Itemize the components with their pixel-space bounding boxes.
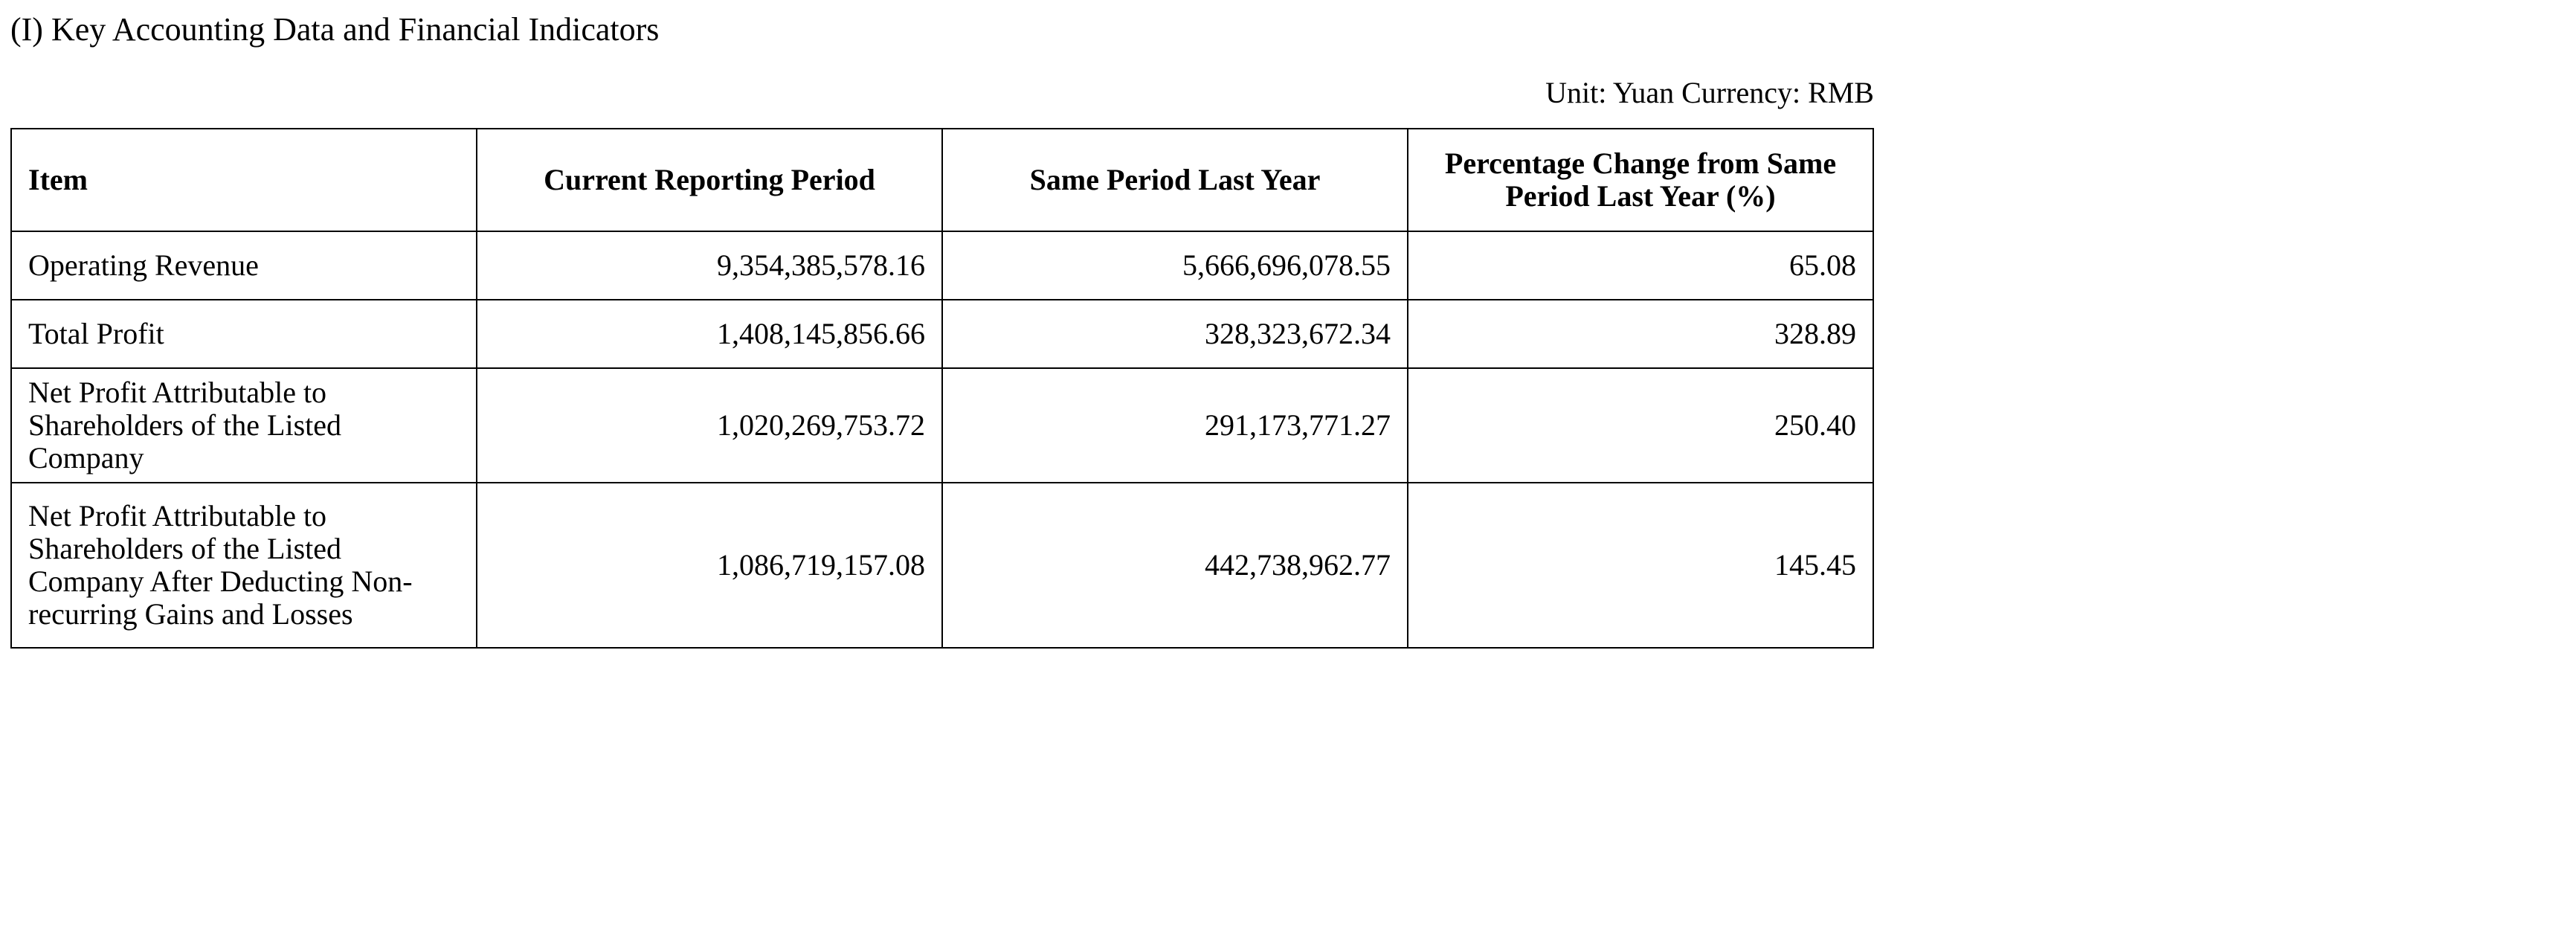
row-item-label: Net Profit Attributable to Shareholders of the Listed Company <box>11 368 477 483</box>
key-accounting-data-table <box>10 128 1874 649</box>
header-item: Item <box>11 129 477 231</box>
row-change-value: 328.89 <box>1408 300 1873 368</box>
unit-currency-note: Unit: Yuan Currency: RMB <box>1545 76 1874 109</box>
table-row-net-profit-after-deducting <box>11 483 1873 648</box>
table-row-operating-revenue <box>11 231 1873 300</box>
row-item-label: Total Profit <box>11 300 477 368</box>
section-title: (I) Key Accounting Data and Financial Indicators <box>10 11 660 48</box>
header-percentage-change: Percentage Change from Same Period Last Year (%) <box>1408 129 1873 231</box>
row-last-year-value: 291,173,771.27 <box>942 368 1408 483</box>
row-current-value: 1,408,145,856.66 <box>477 300 942 368</box>
row-last-year-value: 5,666,696,078.55 <box>942 231 1408 300</box>
table-header-row <box>11 129 1873 231</box>
document <box>10 7 1874 649</box>
row-last-year-value: 442,738,962.77 <box>942 483 1408 648</box>
row-current-value: 9,354,385,578.16 <box>477 231 942 300</box>
header-same-period-last-year: Same Period Last Year <box>942 129 1408 231</box>
row-item-label: Operating Revenue <box>11 231 477 300</box>
row-change-value: 65.08 <box>1408 231 1873 300</box>
row-current-value: 1,020,269,753.72 <box>477 368 942 483</box>
row-change-value: 250.40 <box>1408 368 1873 483</box>
header-current-period: Current Reporting Period <box>477 129 942 231</box>
table-row-total-profit <box>11 300 1873 368</box>
row-current-value: 1,086,719,157.08 <box>477 483 942 648</box>
row-last-year-value: 328,323,672.34 <box>942 300 1408 368</box>
row-change-value: 145.45 <box>1408 483 1873 648</box>
row-item-label: Net Profit Attributable to Shareholders of the Listed Company After Deducting Non-recurring Gains and Losses <box>11 483 477 648</box>
table-row-net-profit <box>11 368 1873 483</box>
